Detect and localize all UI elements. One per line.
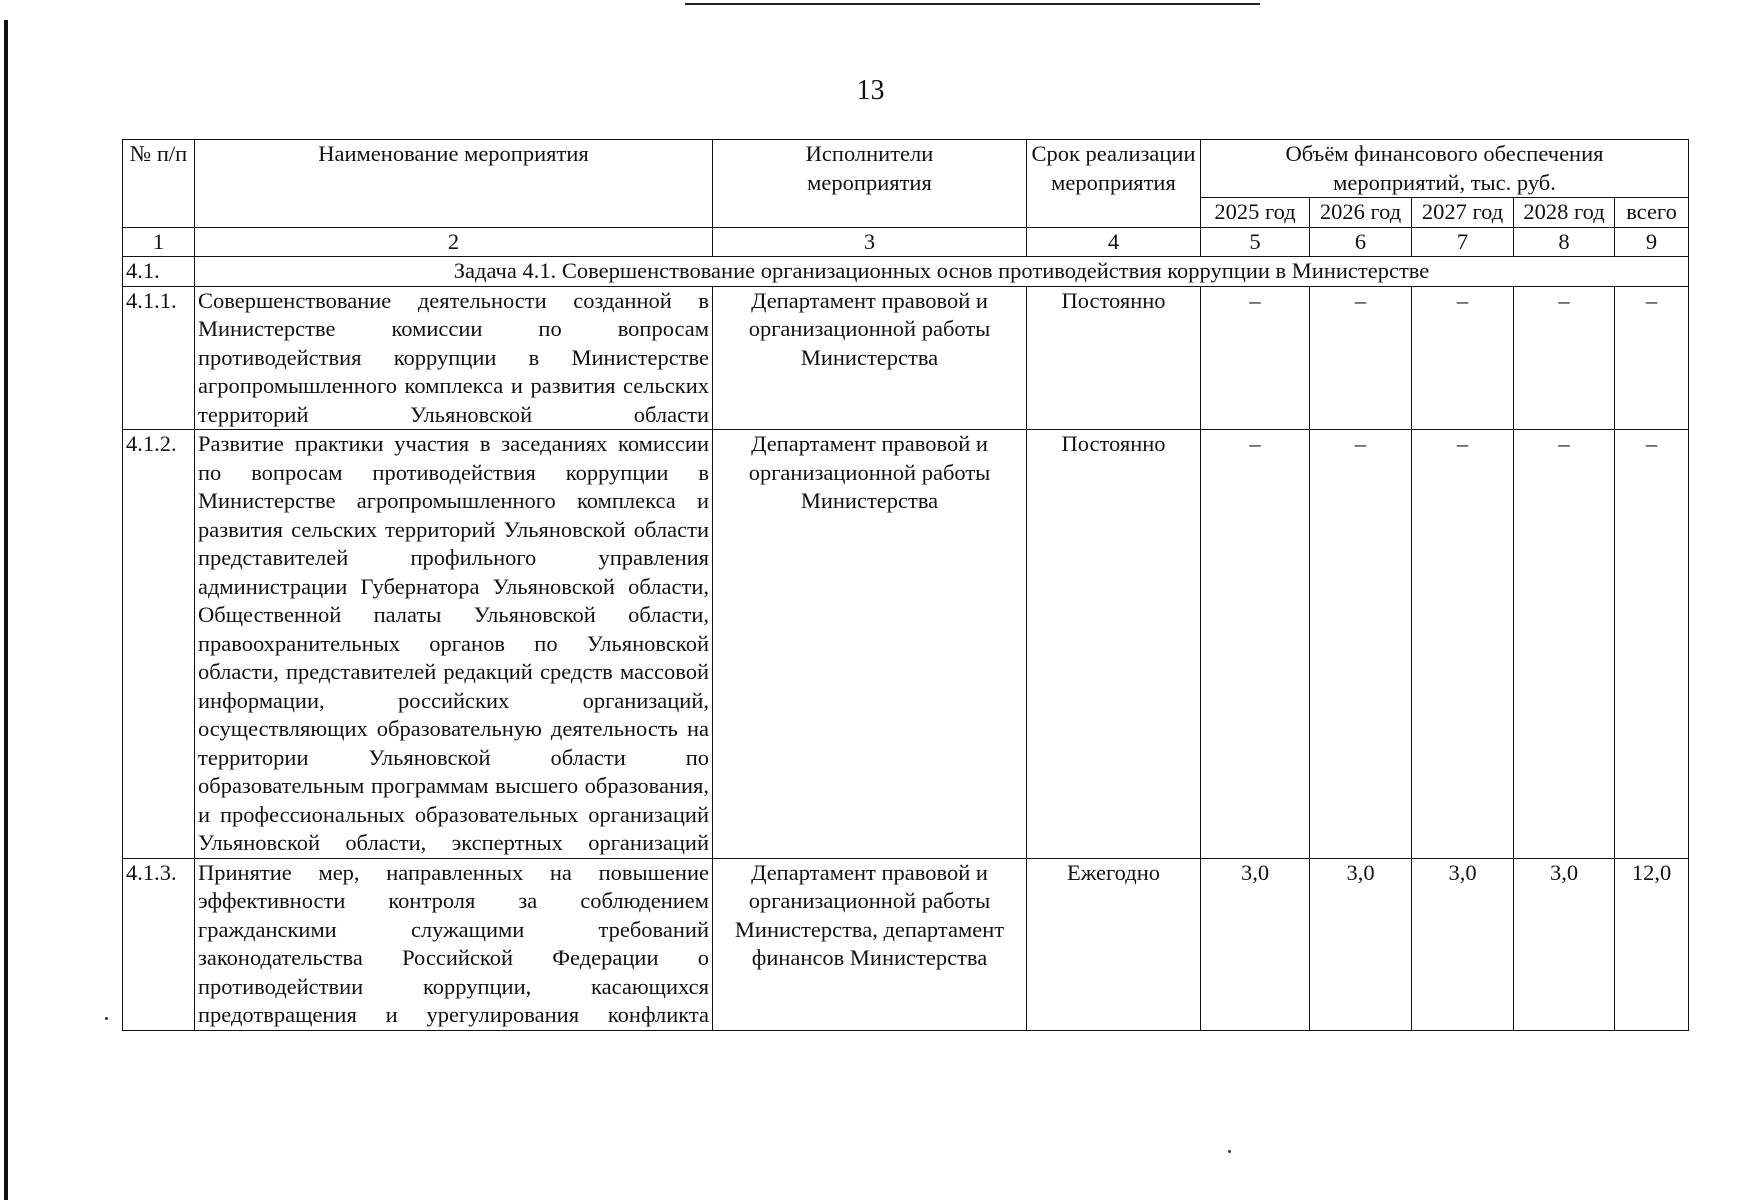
col-number: 6 (1310, 227, 1412, 257)
header-term: Срок реализации мероприятия (1027, 140, 1201, 228)
page-number: 13 (856, 75, 885, 106)
row-value-total: – (1615, 430, 1689, 859)
header-name: Наименование мероприятия (195, 140, 713, 228)
header-total: всего (1615, 198, 1689, 228)
header-year-2026: 2026 год (1310, 198, 1412, 228)
col-number: 1 (123, 227, 195, 257)
row-activity-name: Совершенствование деятельности созданной в Министерстве комиссии по вопросам противодействия коррупции в Министерстве агропромышленного комплекса и развития сельских территорий Ульяновской области (195, 286, 713, 430)
table-row (123, 286, 1689, 430)
row-value-2026: – (1310, 286, 1412, 430)
row-num: 4.1.3. (123, 858, 195, 1030)
task-num: 4.1. (123, 257, 195, 287)
col-number: 4 (1027, 227, 1201, 257)
row-value-2025: – (1201, 430, 1310, 859)
row-activity-name: Принятие мер, направленных на повышение эффективности контроля за соблюдением гражданскими служащими требований законодательства Российской Федерации о противодействии коррупции, касающихся предотвращения и урегулирования конфликта (195, 858, 713, 1030)
header-year-2028: 2028 год (1514, 198, 1615, 228)
row-value-2028: – (1514, 286, 1615, 430)
row-value-total: 12,0 (1615, 858, 1689, 1030)
row-executors: Департамент правовой и организационной работы Министерства (713, 286, 1027, 430)
header-num: № п/п (123, 140, 195, 228)
task-row (123, 257, 1689, 287)
row-value-2025: 3,0 (1201, 858, 1310, 1030)
row-term: Постоянно (1027, 286, 1201, 430)
col-number: 5 (1201, 227, 1310, 257)
col-number: 3 (713, 227, 1027, 257)
row-value-2026: 3,0 (1310, 858, 1412, 1030)
row-executors: Департамент правовой и организационной работы Министерства (713, 430, 1027, 859)
top-rule (685, 3, 1260, 5)
table-row (123, 858, 1689, 1030)
left-margin-rule (4, 20, 8, 1200)
row-num: 4.1.2. (123, 430, 195, 859)
scan-speck (1228, 1150, 1231, 1153)
row-value-2027: – (1412, 430, 1514, 859)
col-number: 9 (1615, 227, 1689, 257)
col-number: 8 (1514, 227, 1615, 257)
header-finance: Объём финансового обеспечения мероприятий, тыс. руб. (1201, 140, 1689, 198)
activities-table (122, 139, 1689, 1031)
row-term: Постоянно (1027, 430, 1201, 859)
header-executors: Исполнители мероприятия (713, 140, 1027, 228)
table-row (123, 430, 1689, 859)
row-value-2028: 3,0 (1514, 858, 1615, 1030)
task-title: Задача 4.1. Совершенствование организационных основ противодействия коррупции в Министерстве (195, 257, 1689, 287)
row-executors: Департамент правовой и организационной работы Министерства, департамент финансов Министерства (713, 858, 1027, 1030)
row-value-2027: 3,0 (1412, 858, 1514, 1030)
col-number: 2 (195, 227, 713, 257)
row-value-2026: – (1310, 430, 1412, 859)
row-term: Ежегодно (1027, 858, 1201, 1030)
row-num: 4.1.1. (123, 286, 195, 430)
row-activity-name: Развитие практики участия в заседаниях комиссии по вопросам противодействия коррупции в Министерстве агропромышленного комплекса и развития сельских территорий Ульяновской области представителей профильного управления администрации Губернатора Ульяновской области, Общественной палаты Ульяновской области, правоохранительных органов по Ульяновской области, представителей редакций средств массовой информации, российских организаций, осуществляющих образовательную деятельность на территории Ульяновской области по образовательным программам высшего образования, и профессиональных образовательных организаций Ульяновской области, экспертных организаций (195, 430, 713, 859)
row-value-2025: – (1201, 286, 1310, 430)
header-row (123, 140, 1689, 198)
row-value-total: – (1615, 286, 1689, 430)
col-number: 7 (1412, 227, 1514, 257)
scan-speck (105, 1017, 108, 1020)
header-year-2025: 2025 год (1201, 198, 1310, 228)
row-value-2028: – (1514, 430, 1615, 859)
row-value-2027: – (1412, 286, 1514, 430)
header-year-2027: 2027 год (1412, 198, 1514, 228)
column-numbers-row (123, 227, 1689, 257)
